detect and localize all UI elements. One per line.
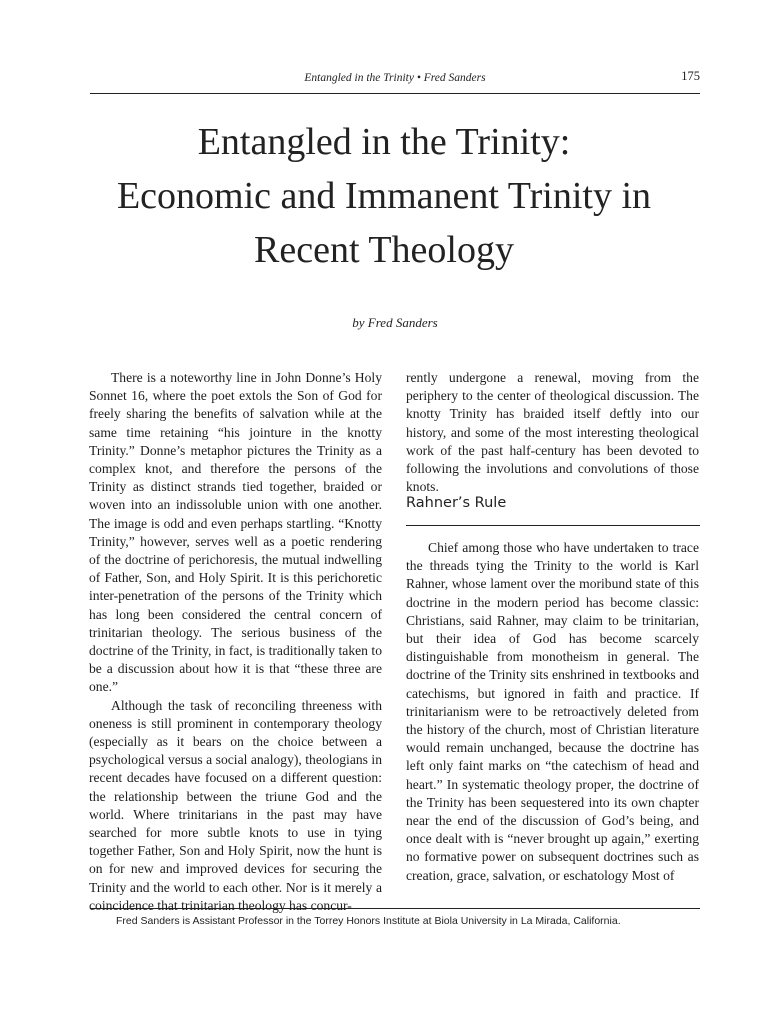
body-paragraph: rently undergone a renewal, moving from the periphery to the center of theological discussion. The knotty Trinity has braided itself deftly into our history, and some of the most interesting theological work of the past half-century has been devoted to following the involutions and convolutions of those knots. [406, 370, 699, 495]
right-column-bottom [406, 539, 699, 885]
title-line-2: Economic and Immanent Trinity in [116, 175, 652, 217]
header-rule [90, 93, 700, 94]
byline: by Fred Sanders [352, 315, 438, 330]
left-column [89, 369, 382, 915]
page-number: 175 [681, 69, 700, 83]
running-head-title: Entangled in the Trinity • Fred Sanders [304, 72, 486, 84]
title-line-1: Entangled in the Trinity: [197, 121, 571, 163]
body-paragraph: There is a noteworthy line in John Donne’s Holy Sonnet 16, where the poet extols the Son of God for freely sharing the benefits of salvation while at the same time retaining “his jointure in the knotty Trinity.” Donne’s metaphor pictures the Trinity as a complex knot, and therefore the persons of the Trinity as distinct strands tied together, braided or woven into an indissoluble union with one another. The image is odd and even perhaps startling. “Knotty Trinity,” however, serves well as a poetic rendering of the doctrine of perichoresis, the mutual indwelling of Father, Son, and Holy Spirit. It is this perichoretic inter-penetration of the persons of the Trinity which has long been considered the central concern of trinitarian theology. The serious business of the doctrine of the Trinity, in fact, is traditionally taken to be a discussion about how it is that “these three are one.” [89, 370, 382, 695]
body-paragraph: Chief among those who have undertaken to trace the threads tying the Trinity to the world is Karl Rahner, whose lament over the moribund state of this doctrine in the modern period has become classic: Christians, said Rahner, may claim to be trinitarian, but their idea of God has become scarcely distinguishable from monotheism in general. The doctrine of the Trinity sits enshrined in textbooks and catechisms, but ignored in faith and practice. If trinitarianism were to be retroactively deleted from the history of the church, most of Christian literature would remain unchanged, because the doctrine has left only faint marks on “the catechism of head and heart.” In systematic theology proper, the doctrine of the Trinity has been sequestered into its own chapter near the end of the discussion of God’s being, and once dealt with is “never brought up again,” exerting no formative power on subsequent doctrines such as creation, grace, salvation, or eschatology Most of [406, 540, 699, 883]
right-column-top [406, 369, 699, 496]
body-paragraph: Although the task of reconciling threeness with oneness is still prominent in contemporary theology (especially as it bears on the choice between a psychological versus a social analogy), theologians in recent decades have focused on a different question: the relationship between the triune God and the world. Where trinitarians in the past may have searched for more subtle knots to use in tying together Father, Son and Holy Spirit, now the hunt is on for new and improved devices for securing the Trinity and the world to each other. Nor is it merely a coincidence that trinitarian theology has concur- [89, 697, 382, 913]
section-heading: Rahner’s Rule [406, 495, 507, 511]
section-rule [406, 525, 700, 526]
footnote-rule [90, 908, 700, 909]
article-title [60, 115, 708, 277]
running-head [90, 69, 700, 92]
author-footnote: Fred Sanders is Assistant Professor in the Torrey Honors Institute at Biola University in La Mirada, California. [116, 915, 621, 927]
title-line-3: Recent Theology [254, 229, 514, 271]
